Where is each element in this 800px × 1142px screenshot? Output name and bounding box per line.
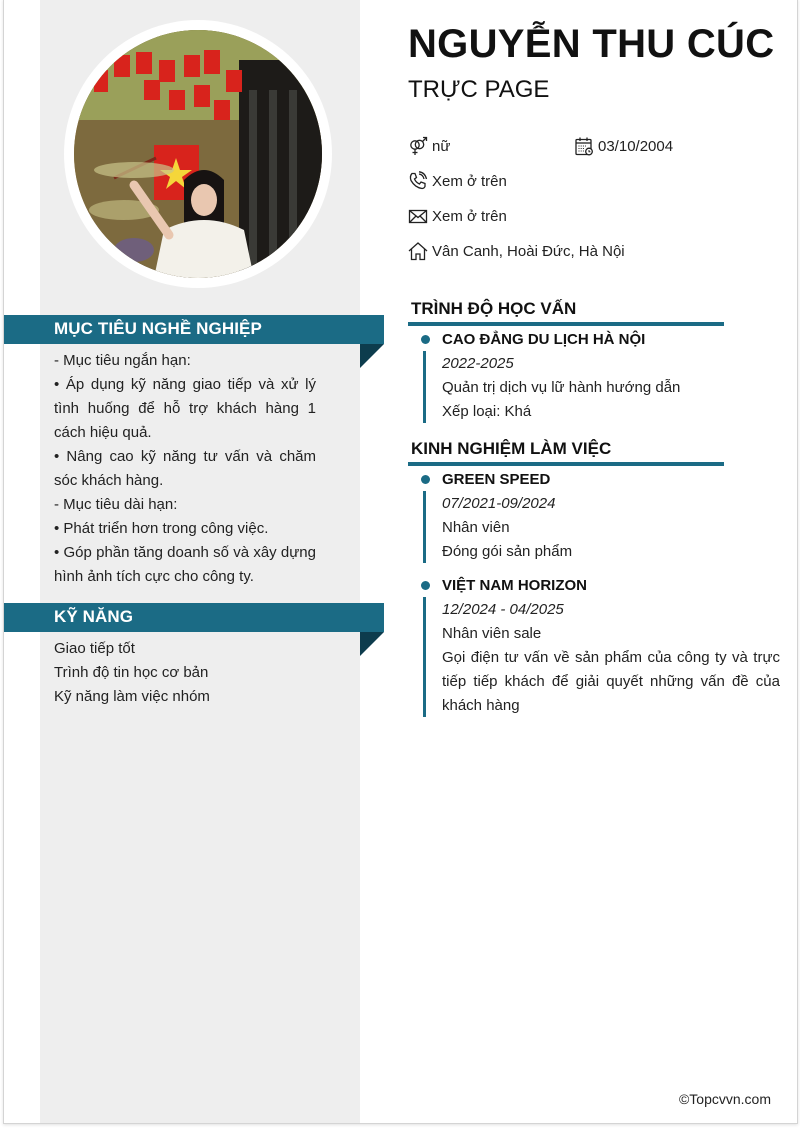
experience-body [442, 576, 780, 718]
gender-icon [408, 136, 428, 156]
timeline-dot [421, 335, 430, 344]
birthday-value: 03/10/2004 [598, 137, 674, 155]
objective-line: • Phát triển hơn trong công việc. [54, 520, 269, 537]
home-icon [408, 241, 428, 261]
job-title: TRỰC PAGE [408, 76, 550, 103]
objective-line: • Nâng cao kỹ năng tư vấn và chăm sóc khách hàng. [54, 448, 316, 489]
info-email [408, 206, 507, 226]
experience-entry [408, 576, 780, 720]
mail-icon [408, 206, 428, 226]
education-title: TRÌNH ĐỘ HỌC VẤN [408, 298, 724, 326]
company-name: GREEN SPEED [442, 471, 551, 488]
band-fold-decoration [360, 632, 384, 656]
band-fold-decoration [360, 344, 384, 368]
cv-page [3, 0, 798, 1124]
experience-period: 12/2024 - 04/2025 [442, 601, 564, 618]
objective-header [4, 315, 384, 344]
avatar [74, 30, 322, 278]
objective-title: MỤC TIÊU NGHỀ NGHIỆP [54, 319, 262, 338]
phone-value: Xem ở trên [432, 172, 507, 190]
company-name: VIỆT NAM HORIZON [442, 577, 587, 594]
email-value: Xem ở trên [432, 207, 507, 225]
experience-description: Gọi điện tư vấn về sản phẩm của công ty và trực tiếp tiếp khách để giải quyết những vấn đề của khách hàng [442, 649, 780, 714]
address-value: Vân Canh, Hoài Đức, Hà Nội [432, 242, 625, 260]
skill-item: Kỹ năng làm việc nhóm [54, 688, 210, 705]
skills-list [54, 637, 316, 709]
education-major: Quản trị dịch vụ lữ hành hướng dẫn [442, 379, 681, 396]
objective-line: • Góp phần tăng doanh số và xây dựng hình ảnh tích cực cho công ty. [54, 544, 316, 585]
education-body [442, 330, 780, 424]
experience-description: Đóng gói sản phẩm [442, 543, 573, 560]
education-grade: Xếp loại: Khá [442, 403, 532, 420]
skills-header [4, 603, 384, 632]
full-name: NGUYỄN THU CÚC [408, 22, 775, 66]
timeline-line [423, 597, 426, 717]
info-address [408, 241, 625, 261]
experience-entry [408, 470, 776, 566]
skills-title: KỸ NĂNG [54, 607, 134, 626]
school-name: CAO ĐẲNG DU LỊCH HÀ NỘI [442, 331, 646, 348]
timeline-line [423, 351, 426, 423]
timeline-dot [421, 581, 430, 590]
objective-text [54, 349, 316, 589]
experience-role: Nhân viên sale [442, 625, 542, 642]
info-gender [408, 136, 450, 156]
education-entry [408, 330, 776, 426]
objective-line: - Mục tiêu dài hạn: [54, 496, 178, 513]
objective-line: - Mục tiêu ngắn hạn: [54, 352, 191, 369]
info-phone [408, 171, 507, 191]
avatar-photo [74, 30, 322, 278]
timeline-dot [421, 475, 430, 484]
phone-icon [408, 171, 428, 191]
copyright: ©Topcvvn.com [678, 1091, 771, 1107]
education-period: 2022-2025 [442, 355, 514, 372]
gender-value: nữ [432, 137, 451, 155]
experience-body [442, 470, 780, 564]
skill-item: Trình độ tin học cơ bản [54, 664, 209, 681]
experience-period: 07/2021-09/2024 [442, 495, 556, 512]
avatar-frame [64, 20, 332, 288]
experience-title: KINH NGHIỆM LÀM VIỆC [408, 438, 724, 466]
skill-item: Giao tiếp tốt [54, 640, 135, 657]
experience-role: Nhân viên [442, 519, 510, 536]
calendar-icon [574, 136, 594, 156]
objective-line: • Áp dụng kỹ năng giao tiếp và xử lý tình huống để hỗ trợ khách hàng 1 cách hiệu quả. [54, 376, 316, 441]
timeline-line [423, 491, 426, 563]
info-birthday [574, 136, 673, 156]
